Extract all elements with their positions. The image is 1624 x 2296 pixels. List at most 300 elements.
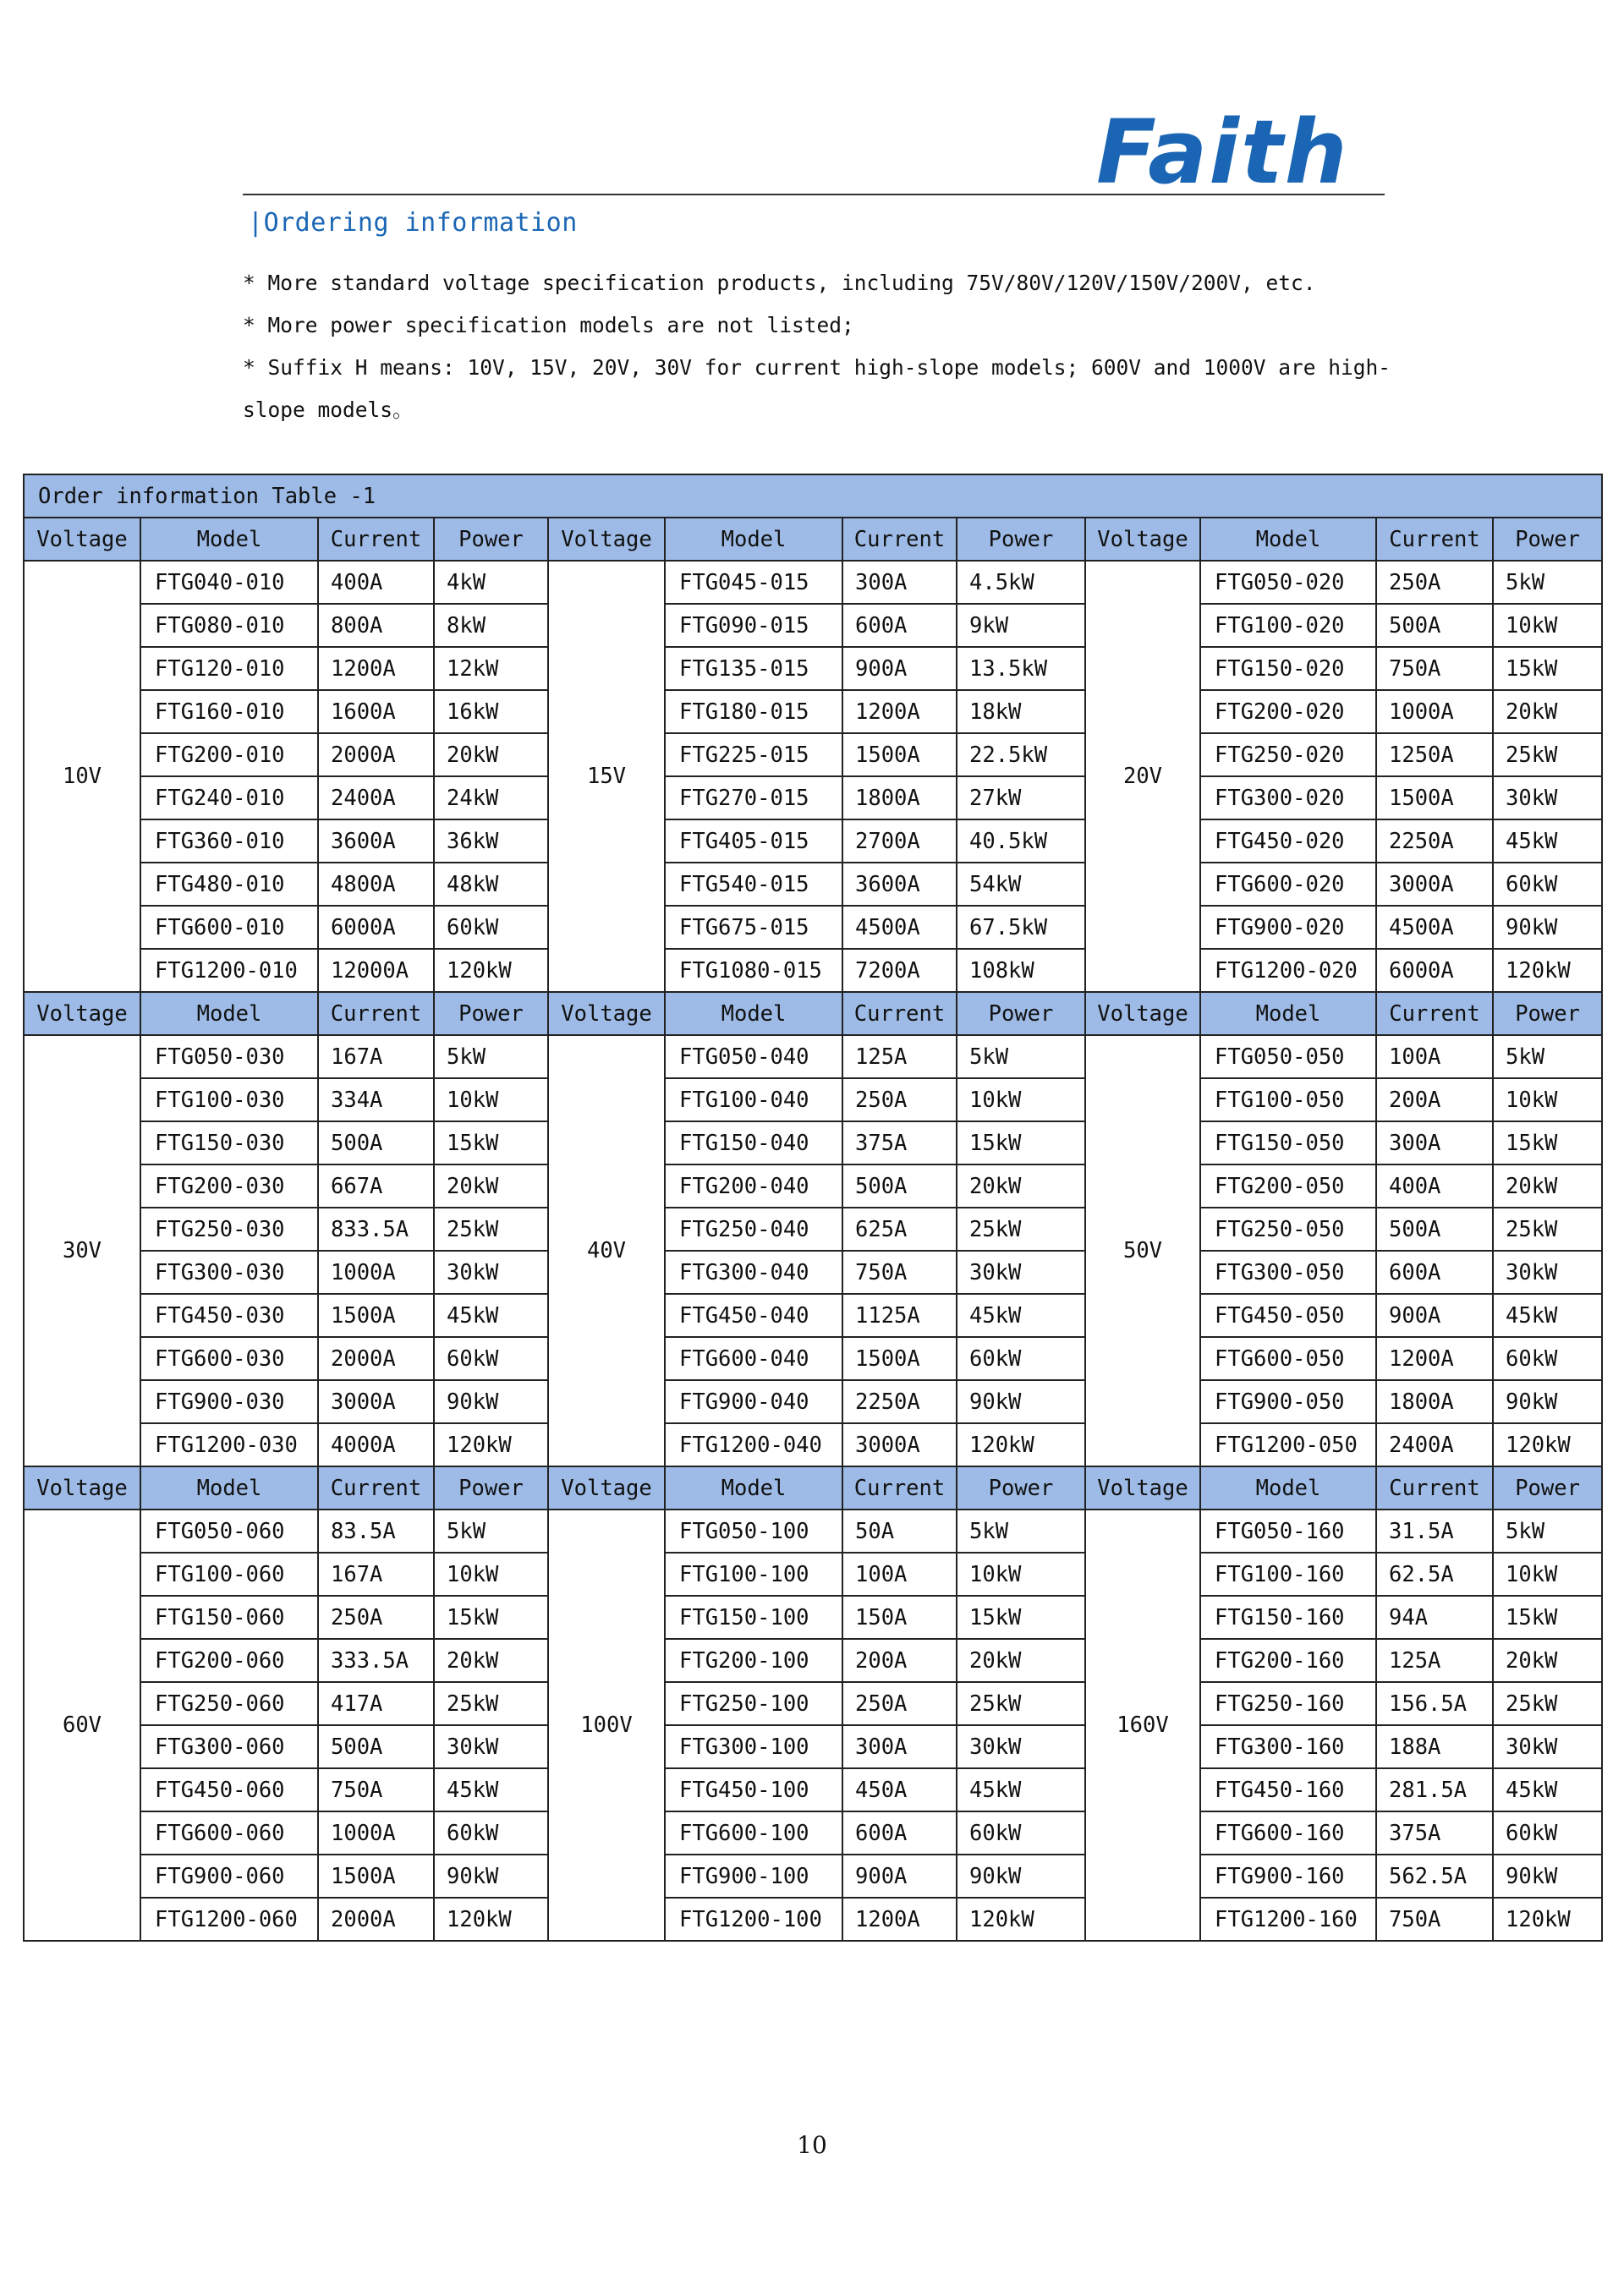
model-cell: FTG050-020 [1200,561,1376,604]
model-cell: FTG150-100 [665,1596,842,1639]
power-cell: 25kW [957,1682,1085,1725]
power-cell: 22.5kW [957,733,1085,776]
power-cell: 90kW [434,1855,548,1898]
power-cell: 90kW [957,1855,1085,1898]
power-cell: 30kW [434,1725,548,1768]
power-cell: 30kW [957,1251,1085,1294]
column-header: Current [1376,1466,1493,1510]
model-cell: FTG600-040 [665,1337,842,1380]
voltage-cell: 30V [24,1035,140,1466]
current-cell: 1125A [842,1294,957,1337]
current-cell: 1500A [1376,776,1493,819]
current-cell: 3000A [842,1423,957,1466]
model-cell: FTG300-160 [1200,1725,1376,1768]
power-cell: 90kW [434,1380,548,1423]
current-cell: 125A [842,1035,957,1078]
column-header: Power [1493,992,1602,1035]
table-row [24,1380,1602,1423]
column-header: Current [1376,518,1493,561]
model-cell: FTG050-040 [665,1035,842,1078]
voltage-cell: 160V [1085,1510,1200,1941]
current-cell: 150A [842,1596,957,1639]
power-cell: 20kW [434,733,548,776]
model-cell: FTG1200-060 [140,1898,318,1941]
current-cell: 188A [1376,1725,1493,1768]
model-cell: FTG100-030 [140,1078,318,1121]
power-cell: 36kW [434,819,548,863]
current-cell: 750A [842,1251,957,1294]
model-cell: FTG600-060 [140,1811,318,1855]
model-cell: FTG050-160 [1200,1510,1376,1553]
power-cell: 24kW [434,776,548,819]
power-cell: 60kW [1493,1337,1602,1380]
column-header: Power [434,992,548,1035]
current-cell: 2250A [1376,819,1493,863]
power-cell: 12kW [434,647,548,690]
power-cell: 54kW [957,863,1085,906]
power-cell: 60kW [957,1811,1085,1855]
model-cell: FTG200-020 [1200,690,1376,733]
model-cell: FTG600-050 [1200,1337,1376,1380]
table-row [24,690,1602,733]
current-cell: 417A [318,1682,434,1725]
model-cell: FTG150-030 [140,1121,318,1164]
current-cell: 900A [842,1855,957,1898]
model-cell: FTG600-020 [1200,863,1376,906]
current-cell: 334A [318,1078,434,1121]
power-cell: 60kW [434,1811,548,1855]
current-cell: 900A [1376,1294,1493,1337]
power-cell: 5kW [957,1035,1085,1078]
column-header: Model [665,1466,842,1510]
table-row [24,1251,1602,1294]
current-cell: 200A [842,1639,957,1682]
power-cell: 5kW [1493,1035,1602,1078]
current-cell: 100A [842,1553,957,1596]
power-cell: 25kW [434,1208,548,1251]
voltage-cell: 50V [1085,1035,1200,1466]
note-line: * More standard voltage specification products, including 75V/80V/120V/150V/200V, etc. [243,271,1316,295]
power-cell: 5kW [957,1510,1085,1553]
current-cell: 1000A [318,1251,434,1294]
model-cell: FTG080-010 [140,604,318,647]
model-cell: FTG200-050 [1200,1164,1376,1208]
power-cell: 25kW [1493,733,1602,776]
power-cell: 60kW [434,906,548,949]
model-cell: FTG300-050 [1200,1251,1376,1294]
model-cell: FTG900-060 [140,1855,318,1898]
model-cell: FTG050-060 [140,1510,318,1553]
model-cell: FTG1200-010 [140,949,318,992]
power-cell: 25kW [1493,1682,1602,1725]
current-cell: 1500A [842,1337,957,1380]
current-cell: 2000A [318,1898,434,1941]
model-cell: FTG150-040 [665,1121,842,1164]
model-cell: FTG480-010 [140,863,318,906]
table-row [24,1208,1602,1251]
faith-logo [1091,103,1379,196]
power-cell: 40.5kW [957,819,1085,863]
current-cell: 100A [1376,1035,1493,1078]
current-cell: 500A [842,1164,957,1208]
table-row [24,1639,1602,1682]
table-row [24,949,1602,992]
model-cell: FTG900-040 [665,1380,842,1423]
current-cell: 31.5A [1376,1510,1493,1553]
current-cell: 3000A [1376,863,1493,906]
power-cell: 4kW [434,561,548,604]
note-line: * Suffix H means: 10V, 15V, 20V, 30V for current high-slope models; 600V and 1000V are high-slope models。 [243,355,1391,422]
current-cell: 1500A [318,1294,434,1337]
model-cell: FTG250-050 [1200,1208,1376,1251]
current-cell: 900A [842,647,957,690]
table-row [24,1553,1602,1596]
power-cell: 20kW [434,1164,548,1208]
column-header: Voltage [24,518,140,561]
voltage-cell: 60V [24,1510,140,1941]
current-cell: 4500A [1376,906,1493,949]
svg-text:Faith: Faith [1096,103,1349,196]
faith-logo-graphic [1091,103,1379,196]
model-cell: FTG450-160 [1200,1768,1376,1811]
column-header: Current [1376,992,1493,1035]
power-cell: 4.5kW [957,561,1085,604]
column-header: Model [1200,992,1376,1035]
table-row [24,1035,1602,1078]
current-cell: 1500A [842,733,957,776]
current-cell: 500A [1376,604,1493,647]
column-header: Current [318,518,434,561]
model-cell: FTG450-050 [1200,1294,1376,1337]
power-cell: 20kW [1493,690,1602,733]
power-cell: 20kW [957,1639,1085,1682]
table-title: Order information Table -1 [24,474,1602,518]
current-cell: 1200A [1376,1337,1493,1380]
column-header: Model [665,992,842,1035]
model-cell: FTG270-015 [665,776,842,819]
current-cell: 250A [1376,561,1493,604]
power-cell: 108kW [957,949,1085,992]
power-cell: 5kW [434,1510,548,1553]
model-cell: FTG050-050 [1200,1035,1376,1078]
current-cell: 4000A [318,1423,434,1466]
model-cell: FTG250-030 [140,1208,318,1251]
model-cell: FTG240-010 [140,776,318,819]
power-cell: 60kW [1493,1811,1602,1855]
model-cell: FTG040-010 [140,561,318,604]
model-cell: FTG225-015 [665,733,842,776]
model-cell: FTG450-020 [1200,819,1376,863]
power-cell: 120kW [957,1423,1085,1466]
model-cell: FTG250-100 [665,1682,842,1725]
power-cell: 45kW [957,1294,1085,1337]
power-cell: 45kW [434,1768,548,1811]
column-header: Current [318,1466,434,1510]
model-cell: FTG1200-040 [665,1423,842,1466]
current-cell: 83.5A [318,1510,434,1553]
model-cell: FTG405-015 [665,819,842,863]
current-cell: 167A [318,1035,434,1078]
current-cell: 1200A [842,1898,957,1941]
column-header: Voltage [548,1466,665,1510]
power-cell: 18kW [957,690,1085,733]
model-cell: FTG600-010 [140,906,318,949]
voltage-cell: 20V [1085,561,1200,992]
power-cell: 15kW [957,1121,1085,1164]
power-cell: 25kW [957,1208,1085,1251]
current-cell: 94A [1376,1596,1493,1639]
table-row [24,1596,1602,1639]
column-header: Model [665,518,842,561]
model-cell: FTG300-040 [665,1251,842,1294]
current-cell: 281.5A [1376,1768,1493,1811]
model-cell: FTG045-015 [665,561,842,604]
voltage-cell: 15V [548,561,665,992]
model-cell: FTG200-040 [665,1164,842,1208]
power-cell: 16kW [434,690,548,733]
power-cell: 60kW [434,1337,548,1380]
current-cell: 1000A [318,1811,434,1855]
model-cell: FTG900-030 [140,1380,318,1423]
current-cell: 750A [1376,1898,1493,1941]
column-header: Voltage [1085,992,1200,1035]
current-cell: 4500A [842,906,957,949]
model-cell: FTG450-060 [140,1768,318,1811]
model-cell: FTG200-030 [140,1164,318,1208]
model-cell: FTG150-020 [1200,647,1376,690]
model-cell: FTG1200-030 [140,1423,318,1466]
table-row [24,604,1602,647]
current-cell: 500A [1376,1208,1493,1251]
power-cell: 120kW [1493,1423,1602,1466]
current-cell: 2000A [318,733,434,776]
current-cell: 750A [1376,647,1493,690]
power-cell: 13.5kW [957,647,1085,690]
current-cell: 1600A [318,690,434,733]
column-header: Power [434,1466,548,1510]
model-cell: FTG360-010 [140,819,318,863]
power-cell: 20kW [434,1639,548,1682]
model-cell: FTG900-160 [1200,1855,1376,1898]
model-cell: FTG900-100 [665,1855,842,1898]
current-cell: 62.5A [1376,1553,1493,1596]
table-header-row [24,992,1602,1035]
page-number: 10 [797,2131,827,2159]
model-cell: FTG180-015 [665,690,842,733]
model-cell: FTG600-030 [140,1337,318,1380]
model-cell: FTG250-040 [665,1208,842,1251]
power-cell: 10kW [1493,1078,1602,1121]
current-cell: 1250A [1376,733,1493,776]
power-cell: 90kW [1493,1855,1602,1898]
notes [243,262,1393,431]
table-row [24,733,1602,776]
current-cell: 12000A [318,949,434,992]
current-cell: 2400A [1376,1423,1493,1466]
section-title-text: Ordering information [263,208,578,238]
model-cell: FTG300-100 [665,1725,842,1768]
model-cell: FTG1200-160 [1200,1898,1376,1941]
power-cell: 60kW [1493,863,1602,906]
model-cell: FTG100-040 [665,1078,842,1121]
power-cell: 15kW [1493,647,1602,690]
power-cell: 25kW [1493,1208,1602,1251]
column-header: Model [140,518,318,561]
column-header: Power [1493,1466,1602,1510]
order-information-table [23,474,1603,1942]
table-row [24,1078,1602,1121]
table-header-row [24,1466,1602,1510]
current-cell: 450A [842,1768,957,1811]
power-cell: 30kW [1493,1725,1602,1768]
current-cell: 125A [1376,1639,1493,1682]
current-cell: 50A [842,1510,957,1553]
power-cell: 120kW [434,1423,548,1466]
current-cell: 400A [318,561,434,604]
current-cell: 500A [318,1725,434,1768]
table-row [24,1121,1602,1164]
model-cell: FTG540-015 [665,863,842,906]
power-cell: 9kW [957,604,1085,647]
model-cell: FTG250-020 [1200,733,1376,776]
current-cell: 2400A [318,776,434,819]
model-cell: FTG600-100 [665,1811,842,1855]
model-cell: FTG1200-100 [665,1898,842,1941]
current-cell: 600A [842,604,957,647]
model-cell: FTG300-060 [140,1725,318,1768]
section-title [248,208,578,238]
power-cell: 10kW [434,1553,548,1596]
column-header: Model [1200,1466,1376,1510]
table-row [24,1164,1602,1208]
current-cell: 1000A [1376,690,1493,733]
table-title-row [24,474,1602,518]
power-cell: 15kW [957,1596,1085,1639]
model-cell: FTG1080-015 [665,949,842,992]
model-cell: FTG050-100 [665,1510,842,1553]
current-cell: 167A [318,1553,434,1596]
current-cell: 667A [318,1164,434,1208]
current-cell: 375A [842,1121,957,1164]
power-cell: 45kW [1493,1768,1602,1811]
table-header-row [24,518,1602,561]
table-row [24,819,1602,863]
power-cell: 120kW [957,1898,1085,1941]
current-cell: 3600A [842,863,957,906]
model-cell: FTG1200-020 [1200,949,1376,992]
model-cell: FTG150-160 [1200,1596,1376,1639]
current-cell: 4800A [318,863,434,906]
current-cell: 600A [842,1811,957,1855]
note-line: * More power specification models are not listed; [243,313,854,337]
table-row [24,1811,1602,1855]
model-cell: FTG450-100 [665,1768,842,1811]
table-row [24,1423,1602,1466]
current-cell: 833.5A [318,1208,434,1251]
column-header: Current [842,992,957,1035]
column-header: Voltage [548,518,665,561]
power-cell: 45kW [434,1294,548,1337]
power-cell: 20kW [957,1164,1085,1208]
table-row [24,1337,1602,1380]
model-cell: FTG100-160 [1200,1553,1376,1596]
power-cell: 15kW [1493,1121,1602,1164]
model-cell: FTG160-010 [140,690,318,733]
model-cell: FTG090-015 [665,604,842,647]
current-cell: 1500A [318,1855,434,1898]
power-cell: 5kW [1493,561,1602,604]
model-cell: FTG200-100 [665,1639,842,1682]
power-cell: 30kW [434,1251,548,1294]
column-header: Model [1200,518,1376,561]
column-header: Model [140,1466,318,1510]
model-cell: FTG600-160 [1200,1811,1376,1855]
model-cell: FTG100-050 [1200,1078,1376,1121]
current-cell: 250A [842,1078,957,1121]
current-cell: 2250A [842,1380,957,1423]
table-row [24,906,1602,949]
power-cell: 45kW [1493,1294,1602,1337]
power-cell: 30kW [1493,1251,1602,1294]
current-cell: 200A [1376,1078,1493,1121]
current-cell: 300A [842,1725,957,1768]
column-header: Voltage [548,992,665,1035]
column-header: Current [318,992,434,1035]
current-cell: 6000A [318,906,434,949]
current-cell: 800A [318,604,434,647]
power-cell: 10kW [957,1078,1085,1121]
column-header: Power [957,992,1085,1035]
column-header: Power [434,518,548,561]
power-cell: 30kW [957,1725,1085,1768]
model-cell: FTG1200-050 [1200,1423,1376,1466]
power-cell: 90kW [957,1380,1085,1423]
power-cell: 10kW [957,1553,1085,1596]
power-cell: 45kW [957,1768,1085,1811]
model-cell: FTG200-010 [140,733,318,776]
power-cell: 8kW [434,604,548,647]
model-cell: FTG050-030 [140,1035,318,1078]
power-cell: 25kW [434,1682,548,1725]
model-cell: FTG120-010 [140,647,318,690]
title-bar-marker: | [248,208,264,238]
current-cell: 1800A [842,776,957,819]
power-cell: 60kW [957,1337,1085,1380]
current-cell: 2000A [318,1337,434,1380]
current-cell: 1200A [842,690,957,733]
current-cell: 300A [1376,1121,1493,1164]
table-row [24,1510,1602,1553]
current-cell: 3000A [318,1380,434,1423]
power-cell: 10kW [1493,604,1602,647]
header-divider [243,194,1385,195]
current-cell: 400A [1376,1164,1493,1208]
table-row [24,1898,1602,1941]
power-cell: 120kW [1493,949,1602,992]
power-cell: 27kW [957,776,1085,819]
power-cell: 10kW [434,1078,548,1121]
model-cell: FTG450-030 [140,1294,318,1337]
power-cell: 15kW [434,1121,548,1164]
model-cell: FTG250-060 [140,1682,318,1725]
voltage-cell: 100V [548,1510,665,1941]
column-header: Current [842,518,957,561]
model-cell: FTG100-020 [1200,604,1376,647]
table-row [24,647,1602,690]
current-cell: 1200A [318,647,434,690]
current-cell: 300A [842,561,957,604]
model-cell: FTG200-060 [140,1639,318,1682]
